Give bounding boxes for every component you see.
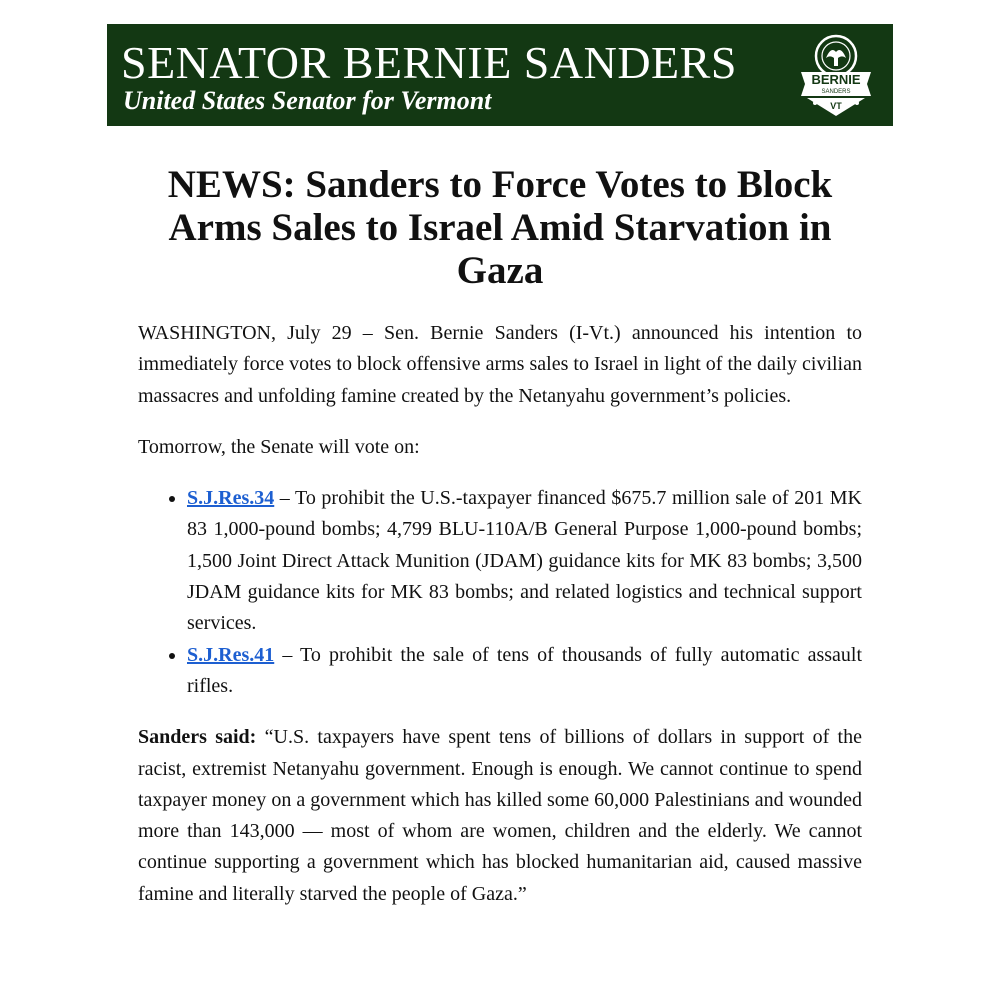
resolution-list xyxy=(138,483,862,702)
svg-text:BERNIE: BERNIE xyxy=(811,72,861,87)
header-banner xyxy=(107,24,893,126)
bernie-vt-seal-logo xyxy=(793,32,879,118)
list-item xyxy=(187,483,862,639)
resolution-text: – To prohibit the U.S.-taxpayer financed $675.7 million sale of 201 MK 83 1,000-pound bombs; 4,799 BLU-110A/B General Purpose 1,000-pound bombs; 1,500 Joint Direct Attack Munition (JDAM) guidance kits for MK 83 bombs; 3,500 JDAM guidance kits for MK 83 bombs; and related logistics and technical support services. xyxy=(187,487,862,635)
svg-text:SANDERS: SANDERS xyxy=(821,89,851,95)
quote-label: Sanders said: xyxy=(138,726,257,749)
page-title: NEWS: Sanders to Force Votes to Block Arms Sales to Israel Amid Starvation in Gaza xyxy=(167,163,833,292)
resolution-text: – To prohibit the sale of tens of thousands of fully automatic assault rifles. xyxy=(187,643,862,697)
svg-text:VT: VT xyxy=(830,101,842,111)
quote-text: “U.S. taxpayers have spent tens of billions of dollars in support of the racist, extremist Netanyahu government. Enough is enough. We cannot continue to spend taxpayer money on a government which has killed some 60,000 Palestinians and wounded more than 143,000 — most of whom are women, children and the elderly. We cannot continue supporting a government which has blocked humanitarian aid, caused massive famine and literally starved the people of Gaza.” xyxy=(138,726,862,905)
banner-title: SENATOR BERNIE SANDERS xyxy=(121,37,737,88)
banner-subtitle: United States Senator for Vermont xyxy=(123,86,492,115)
resolution-link-sjres41[interactable]: S.J.Res.41 xyxy=(187,643,275,666)
quote-paragraph xyxy=(138,722,862,910)
resolution-link-sjres34[interactable]: S.J.Res.34 xyxy=(187,487,275,510)
list-item xyxy=(187,640,862,703)
article-body xyxy=(138,318,862,930)
intro-paragraph: WASHINGTON, July 29 – Sen. Bernie Sanders (I-Vt.) announced his intention to immediately force votes to block offensive arms sales to Israel in light of the daily civilian massacres and unfolding famine created by the Netanyahu government’s policies. xyxy=(138,322,862,407)
vote-intro-paragraph: Tomorrow, the Senate will vote on: xyxy=(138,435,420,458)
